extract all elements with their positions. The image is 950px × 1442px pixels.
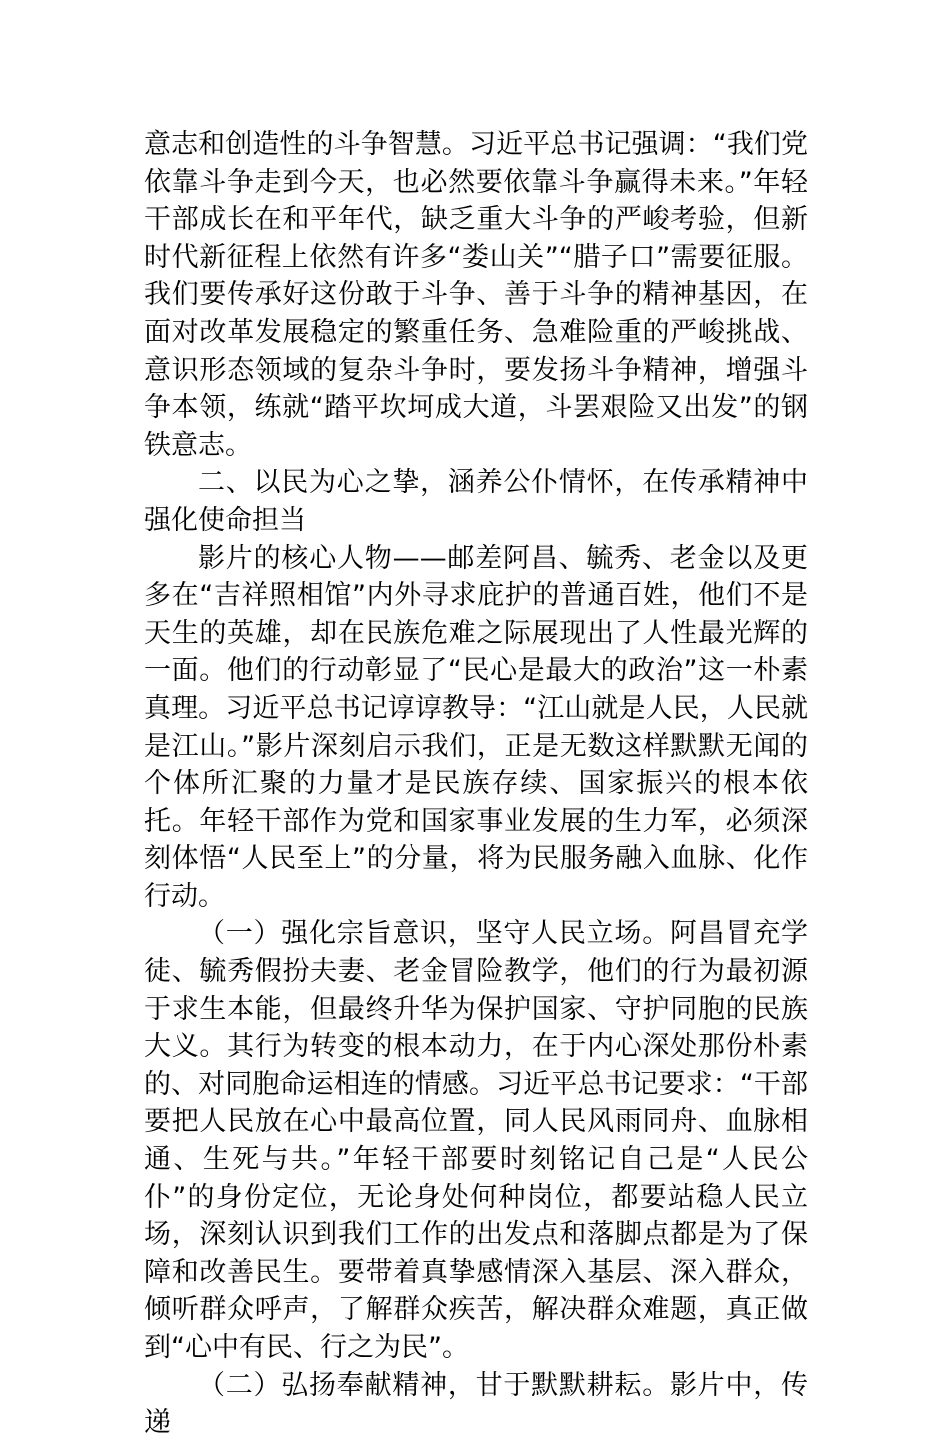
paragraph-2: 影片的核心人物——邮差阿昌、毓秀、老金以及更多在“吉祥照相馆”内外寻求庇护的普通百姓，他们不是天生的英雄，却在民族危难之际展现出了人性最光辉的一面。他们的行动彰显了“民心是最大的政治”这一朴素真理。习近平总书记谆谆教导：“江山就是人民，人民就是江山。”影片深刻启示我们，正是无数这样默默无闻的个体所汇聚的力量才是民族存续、国家振兴的根本依托。年轻干部作为党和国家事业发展的生力军，必须深刻体悟“人民至上”的分量，将为民服务融入血脉、化作行动。 (144, 542, 808, 912)
section-heading-2: 二、以民为心之挚，涵养公仆情怀，在传承精神中强化使命担当 (144, 467, 808, 536)
paragraph-4: （二）弘扬奉献精神，甘于默默耕耘。影片中，传递 (144, 1369, 808, 1439)
document-body (144, 126, 808, 1442)
paragraph-1: 意志和创造性的斗争智慧。习近平总书记强调：“我们党依靠斗争走到今天，也必然要依靠斗争赢得未来。”年轻干部成长在和平年代，缺乏重大斗争的严峻考验，但新时代新征程上依然有许多“娄山关”“腊子口”需要征服。我们要传承好这份敢于斗争、善于斗争的精神基因，在面对改革发展稳定的繁重任务、急难险重的严峻挑战、意识形态领域的复杂斗争时，要发扬斗争精神，增强斗争本领，练就“踏平坎坷成大道，斗罢艰险又出发”的钢铁意志。 (144, 129, 808, 461)
paragraph-3: （一）强化宗旨意识，坚守人民立场。阿昌冒充学徒、毓秀假扮夫妻、老金冒险教学，他们的行为最初源于求生本能，但最终升华为保护国家、守护同胞的民族大义。其行为转变的根本动力，在于内心深处那份朴素的、对同胞命运相连的情感。习近平总书记要求：“干部要把人民放在心中最高位置，同人民风雨同舟、血脉相通、生死与共。”年轻干部要时刻铭记自己是“人民公仆”的身份定位，无论身处何种岗位，都要站稳人民立场，深刻认识到我们工作的出发点和落脚点都是为了保障和改善民生。要带着真挚感情深入基层、深入群众，倾听群众呼声，了解群众疾苦，解决群众难题，真正做到“心中有民、行之为民”。 (144, 918, 808, 1363)
